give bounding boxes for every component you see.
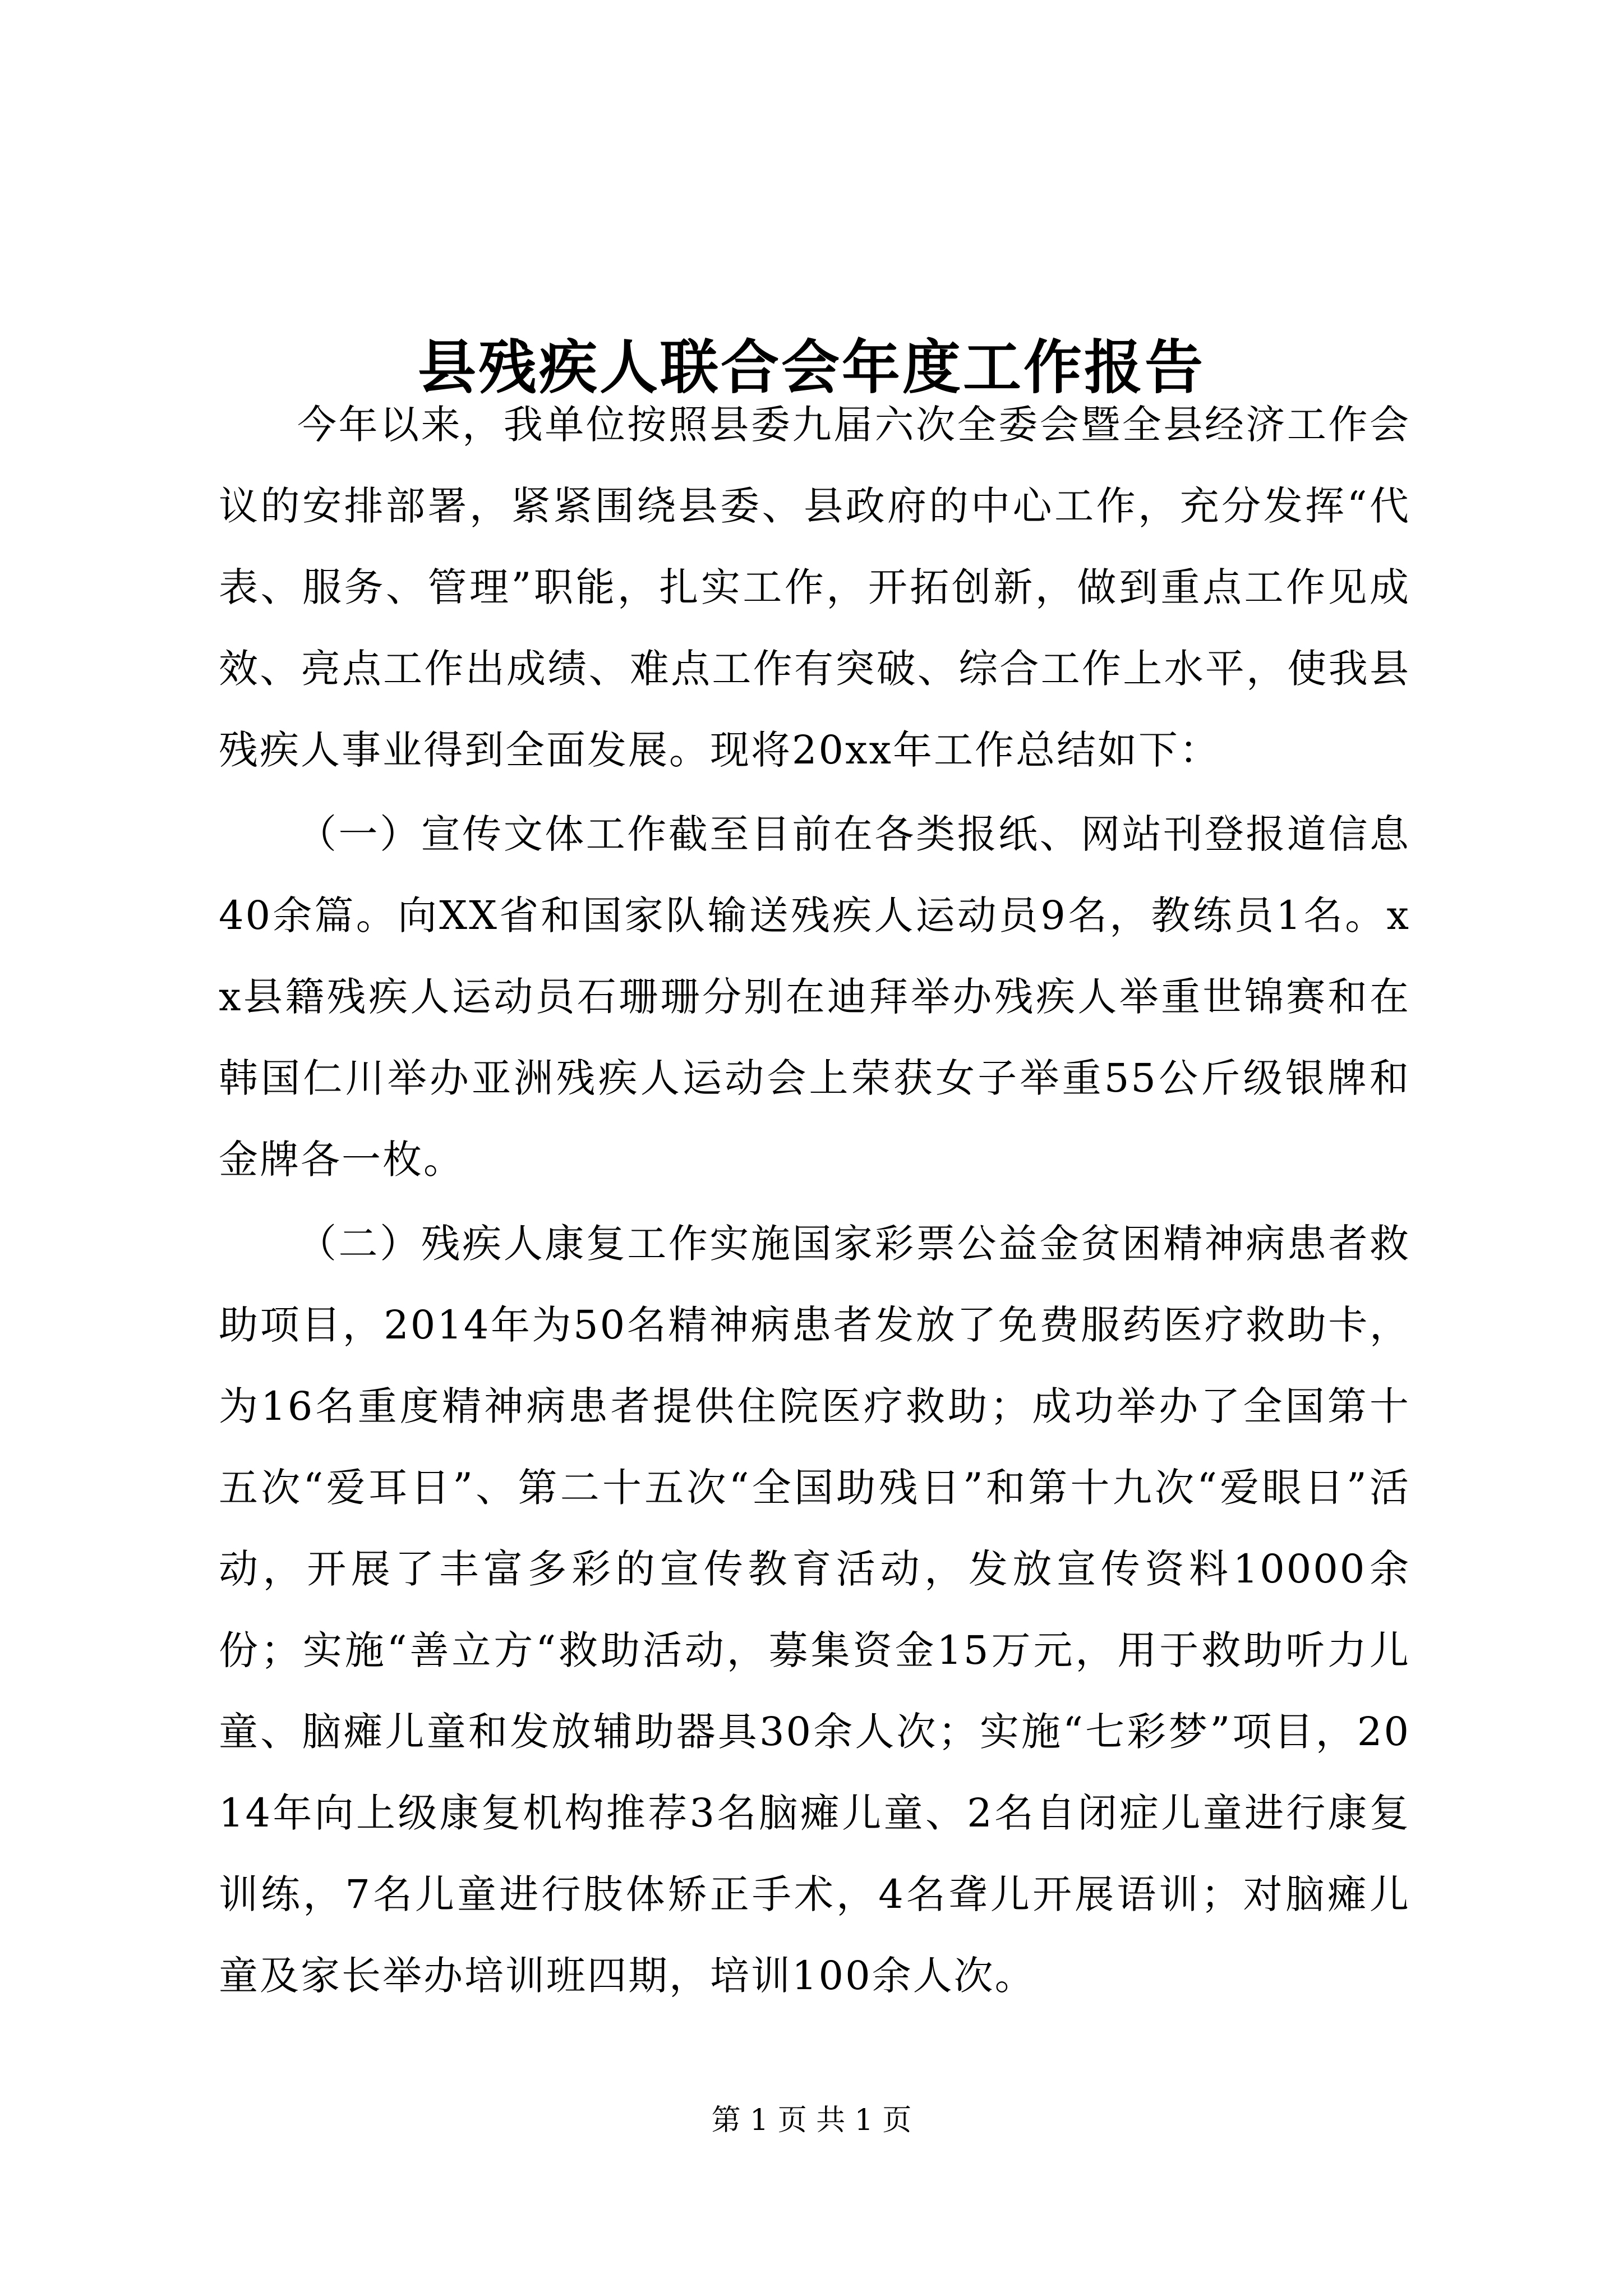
document-body	[219, 384, 1410, 2017]
document-title: 县残疾人联合会年度工作报告	[417, 332, 1205, 402]
paragraph-intro: 今年以来，我单位按照县委九届六次全委会暨全县经济工作会议的安排部署，紧紧围绕县委、县政府的中心工作，充分发挥“代表、服务、管理”职能，扎实工作，开拓创新，做到重点工作见成效、亮点工作出成绩、难点工作有突破、综合工作上水平，使我县残疾人事业得到全面发展。现将20xx年工作总结如下：	[219, 402, 1410, 773]
paragraph-publicity-sports: （一）宣传文体工作截至目前在各类报纸、网站刊登报道信息40余篇。向XX省和国家队输送残疾人运动员9名，教练员1名。xx县籍残疾人运动员石珊珊分别在迪拜举办残疾人举重世锦赛和在韩国仁川举办亚洲残疾人运动会上荣获女子举重55公斤级银牌和金牌各一枚。	[219, 811, 1410, 1182]
paragraph-rehabilitation: （二）残疾人康复工作实施国家彩票公益金贫困精神病患者救助项目，2014年为50名精神病患者发放了免费服药医疗救助卡，为16名重度精神病患者提供住院医疗救助；成功举办了全国第十五次“爱耳日”、第二十五次“全国助残日”和第十九次“爱眼日”活动，开展了丰富多彩的宣传教育活动，发放宣传资料10000余份；实施“善立方“救助活动，募集资金15万元，用于救助听力儿童、脑瘫儿童和发放辅助器具30余人次；实施“七彩梦”项目，2014年向上级康复机构推荐3名脑瘫儿童、2名自闭症儿童进行康复训练，7名儿童进行肢体矫正手术，4名聋儿开展语训；对脑瘫儿童及家长举办培训班四期，培训100余人次。	[219, 1221, 1410, 1999]
page-number: 第 1 页 共 1 页	[711, 2104, 912, 2137]
